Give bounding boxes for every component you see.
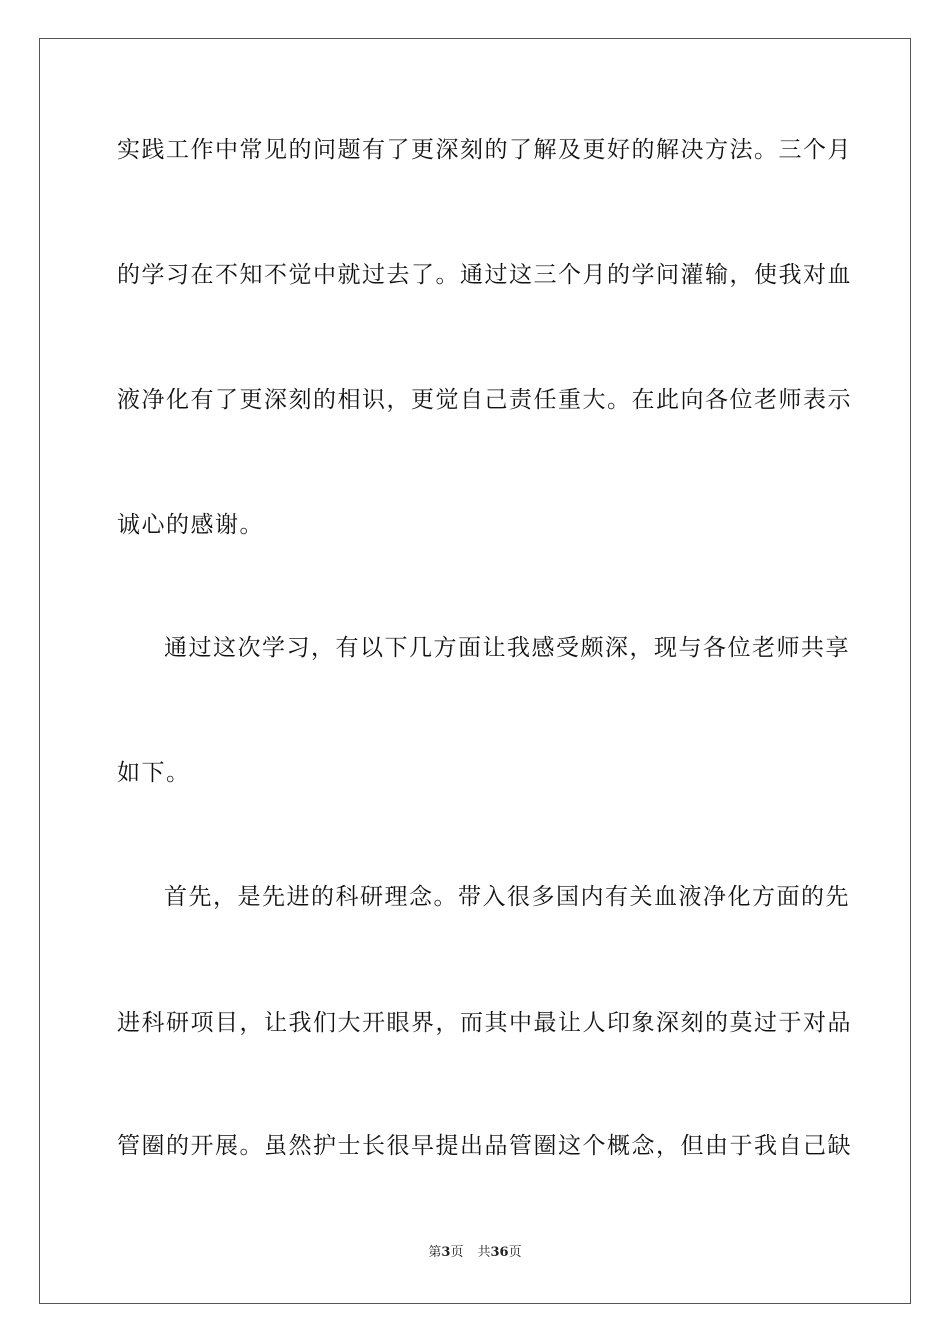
- page-border: [39, 38, 911, 1304]
- paragraph-line: 管圈的开展。虽然护士长很早提出品管圈这个概念，但由于我自己缺: [117, 1133, 852, 1159]
- paragraph-line: 的学习在不知不觉中就过去了。通过这三个月的学问灌输，使我对血: [117, 262, 852, 288]
- paragraph-line: 诚心的感谢。: [117, 512, 264, 538]
- paragraph-line-indented: 通过这次学习，有以下几方面让我感受颇深，现与各位老师共享: [164, 635, 850, 661]
- paragraph-line-indented: 首先，是先进的科研理念。带入很多国内有关血液净化方面的先: [164, 884, 850, 910]
- page-prefix: 第: [428, 1245, 442, 1260]
- paragraph-line: 实践工作中常见的问题有了更深刻的了解及更好的解决方法。三个月: [117, 137, 852, 163]
- paragraph-line: 进科研项目，让我们大开眼界，而其中最让人印象深刻的莫过于对品: [117, 1010, 852, 1036]
- page-number: 3: [441, 1245, 451, 1260]
- paragraph-line: 液净化有了更深刻的相识，更觉自己责任重大。在此向各位老师表示: [117, 387, 852, 413]
- total-prefix: 共: [477, 1245, 491, 1260]
- page-suffix: 页: [450, 1245, 464, 1260]
- total-suffix: 页: [508, 1245, 522, 1260]
- page-footer: [0, 1244, 950, 1262]
- total-pages: 36: [490, 1245, 509, 1260]
- paragraph-line: 如下。: [117, 760, 191, 786]
